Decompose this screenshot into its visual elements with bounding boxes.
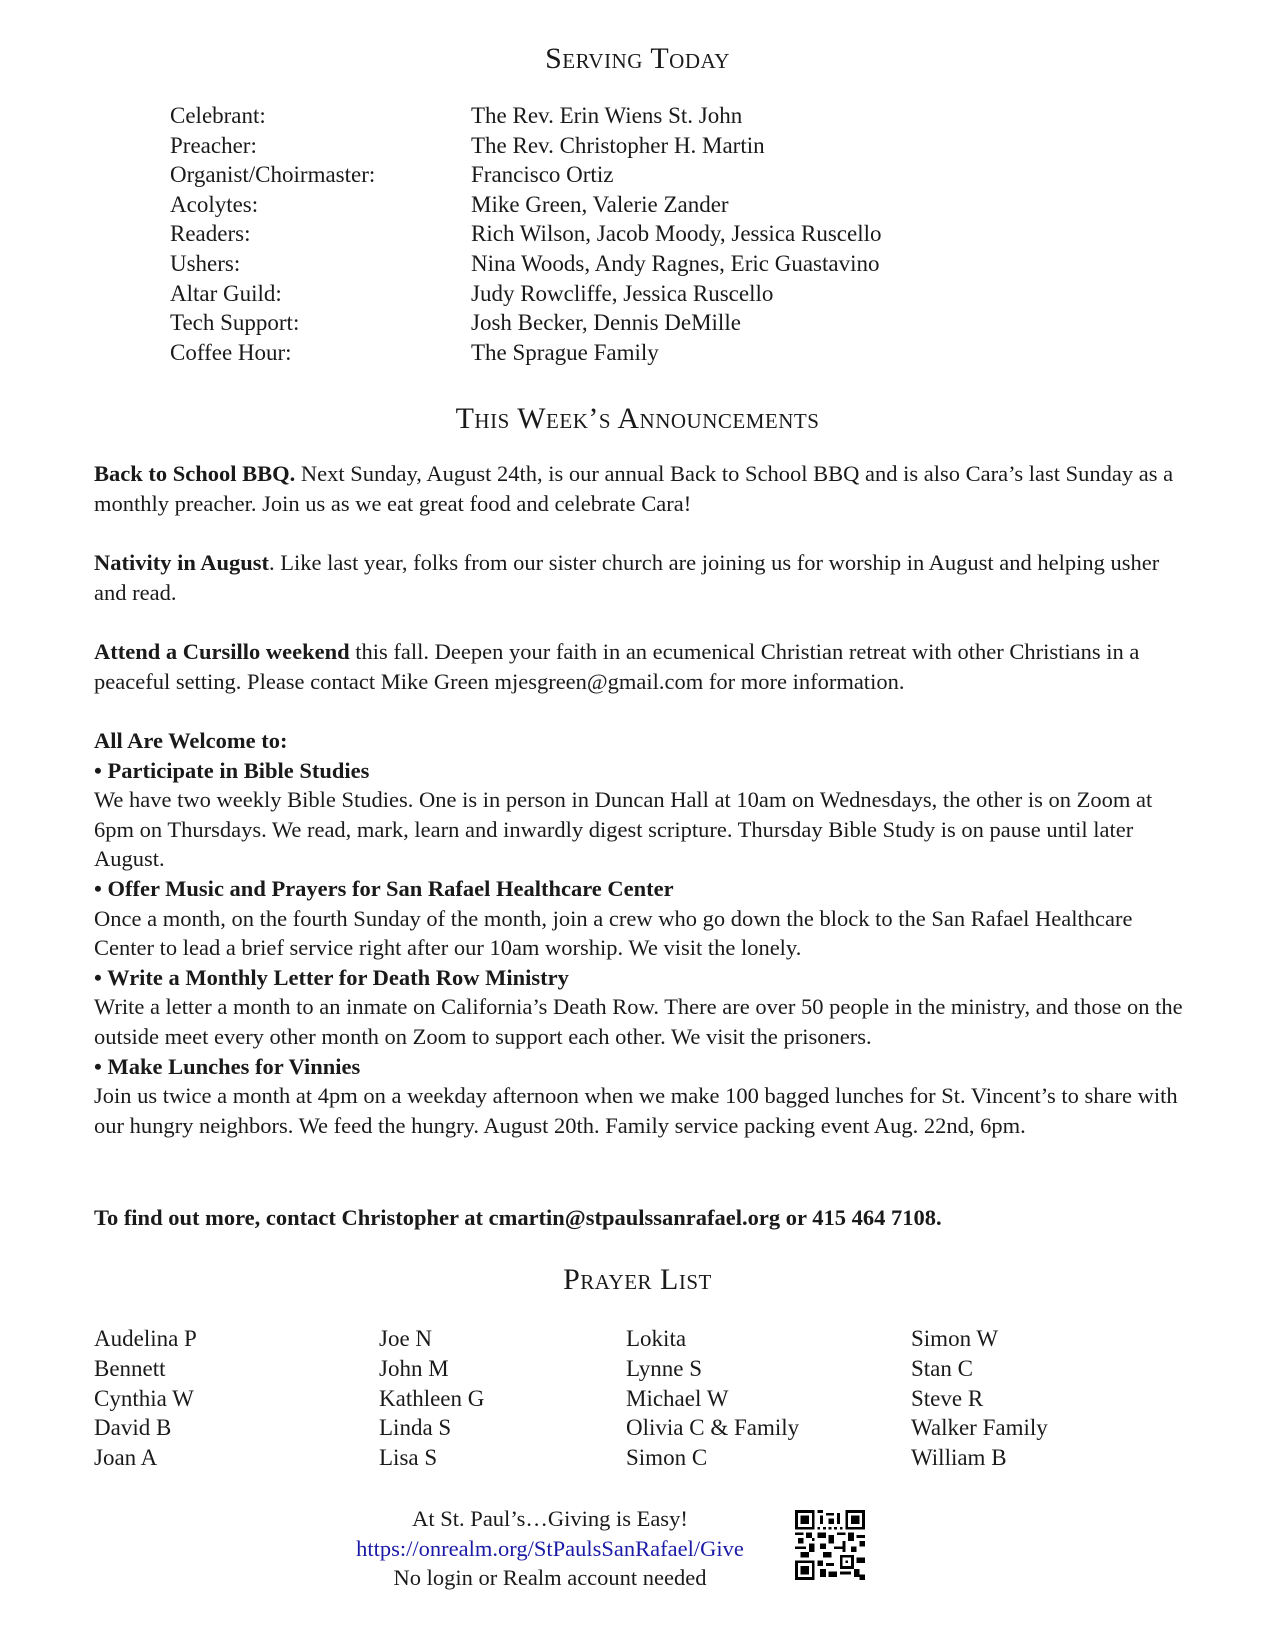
ministry-text: We have two weekly Bible Studies. One is in person in Duncan Hall at 10am on Wednesdays, the other is on Zoom at 6pm on Thursdays. We read, mark, learn and inwardly digest scripture. Thursday Bible Study is on pause until later August. (94, 787, 1153, 872)
serving-row (170, 131, 881, 161)
prayer-name: Simon W (911, 1326, 999, 1351)
role-label: Ushers: (170, 250, 241, 276)
role-label: Coffee Hour: (170, 339, 292, 365)
prayer-name: Stan C (911, 1355, 973, 1381)
prayer-column (379, 1324, 484, 1473)
serving-row (170, 308, 881, 338)
prayer-column (911, 1324, 1048, 1473)
role-name: The Rev. Erin Wiens St. John (471, 103, 743, 128)
role-label: Readers: (170, 221, 251, 247)
serving-row (170, 190, 881, 220)
prayer-name: Walker Family (911, 1415, 1048, 1441)
announcement-lead: Attend a Cursillo weekend (94, 639, 350, 664)
ministry-title: • Participate in Bible Studies (94, 757, 370, 783)
role-label: Tech Support: (170, 310, 300, 336)
ministry-title: • Offer Music and Prayers for San Rafael Healthcare Center (94, 875, 674, 901)
welcome-section (94, 726, 1194, 1140)
prayer-name: William B (911, 1445, 1007, 1471)
role-name: Judy Rowcliffe, Jessica Ruscello (471, 280, 774, 306)
qr-code-icon (795, 1510, 865, 1580)
announcement-text: . Like last year, folks from our sister church are joining us for worship in August and helping usher and read. (94, 550, 1160, 605)
role-label: Acolytes: (170, 191, 259, 217)
prayer-name: Linda S (379, 1415, 452, 1441)
role-name: Mike Green, Valerie Zander (471, 191, 729, 217)
role-name: Rich Wilson, Jacob Moody, Jessica Ruscello (471, 221, 882, 247)
ministry-title: • Write a Monthly Letter for Death Row Ministry (94, 964, 569, 990)
serving-row (170, 279, 881, 309)
prayer-name: Bennett (94, 1355, 166, 1381)
ministry-title: • Make Lunches for Vinnies (94, 1053, 361, 1079)
giving-note: No login or Realm account needed (393, 1565, 707, 1590)
prayer-name: Lisa S (379, 1445, 438, 1471)
announcement-text: Next Sunday, August 24th, is our annual Back to School BBQ and is also Cara’s last Sunday as a monthly preacher. Join us as we eat great food and celebrate Cara! (94, 461, 1174, 516)
announcement-bbq (94, 459, 1194, 518)
announcement-cursillo (94, 637, 1194, 696)
prayer-name: Simon C (626, 1445, 708, 1471)
announcement-lead: Back to School BBQ. (94, 461, 296, 486)
role-name: The Rev. Christopher H. Martin (471, 132, 765, 158)
role-name: Francisco Ortiz (471, 162, 614, 188)
prayer-name: Audelina P (94, 1326, 197, 1351)
ministry-text: Write a letter a month to an inmate on California’s Death Row. There are over 50 people in the ministry, and those on the outside meet every other month on Zoom to support each other. We visit the prisoners. (94, 994, 1183, 1049)
role-name: The Sprague Family (471, 339, 659, 365)
role-label: Altar Guild: (170, 280, 282, 306)
giving-link[interactable]: https://onrealm.org/StPaulsSanRafael/Give (356, 1535, 744, 1561)
prayer-name: Joan A (94, 1445, 158, 1471)
prayer-name: Steve R (911, 1385, 984, 1411)
prayer-name: Joe N (379, 1326, 433, 1351)
prayer-name: Lokita (626, 1326, 687, 1351)
ministry-text: Join us twice a month at 4pm on a weekday afternoon when we make 100 bagged lunches for St. Vincent’s to share with our hungry neighbors. We feed the hungry. August 20th. Family service packing event Aug. 22nd, 6pm. (94, 1083, 1178, 1138)
serving-row (170, 338, 881, 368)
announcement-nativity (94, 548, 1194, 607)
welcome-title: All Are Welcome to: (94, 728, 288, 753)
role-label: Celebrant: (170, 103, 266, 128)
announcement-text: this fall. Deepen your faith in an ecumenical Christian retreat with other Christians in a peaceful setting. Please contact Mike Green mjesgreen@gmail.com for more information. (94, 639, 1140, 694)
prayer-list-heading: Prayer List (563, 1263, 712, 1296)
serving-today-heading: Serving Today (545, 42, 730, 75)
prayer-name: Lynne S (626, 1355, 703, 1381)
giving-tagline: At St. Paul’s…Giving is Easy! (412, 1506, 688, 1531)
prayer-name: Kathleen G (379, 1385, 485, 1411)
prayer-column (626, 1324, 799, 1473)
giving-footer (320, 1504, 780, 1593)
role-name: Josh Becker, Dennis DeMille (471, 310, 741, 336)
prayer-name: Michael W (626, 1385, 729, 1411)
prayer-name: Cynthia W (94, 1385, 194, 1411)
prayer-name: John M (379, 1355, 449, 1381)
role-label: Organist/Choirmaster: (170, 162, 376, 188)
prayer-name: David B (94, 1415, 172, 1441)
serving-row (170, 219, 881, 249)
announcement-lead: Nativity in August (94, 550, 270, 575)
contact-line: To find out more, contact Christopher at cmartin@stpaulssanrafael.org or 415 464 7108. (94, 1205, 942, 1230)
serving-list (170, 101, 881, 367)
serving-row (170, 249, 881, 279)
announcements-heading: This Week’s Announcements (455, 402, 820, 435)
ministry-text: Once a month, on the fourth Sunday of the month, join a crew who go down the block to the San Rafael Healthcare Center to lead a brief service right after our 10am worship. We visit the lonely. (94, 905, 1133, 961)
role-name: Nina Woods, Andy Ragnes, Eric Guastavino (471, 250, 880, 276)
prayer-column (94, 1324, 197, 1473)
role-label: Preacher: (170, 132, 257, 158)
serving-row (170, 101, 881, 131)
prayer-name: Olivia C & Family (626, 1415, 800, 1441)
serving-row (170, 160, 881, 190)
